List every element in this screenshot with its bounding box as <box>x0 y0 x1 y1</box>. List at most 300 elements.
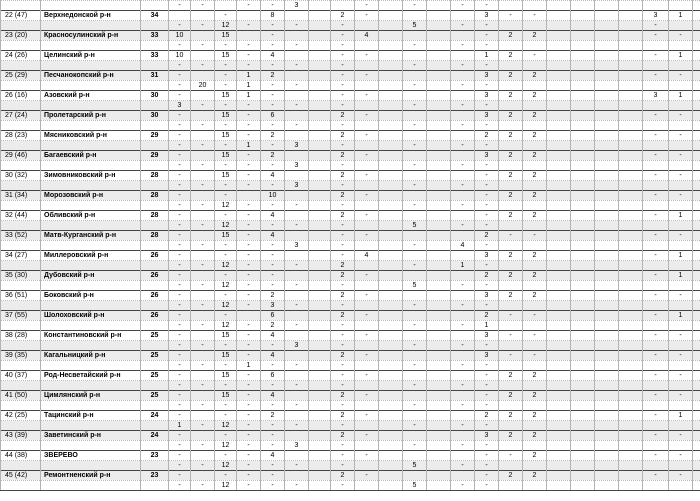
rank-cell <box>1 61 41 71</box>
value-cell <box>571 71 595 81</box>
value-cell <box>571 121 595 131</box>
value-cell <box>547 341 571 351</box>
value-cell <box>693 381 700 391</box>
value-cell: - <box>669 111 693 121</box>
value-cell <box>355 361 379 371</box>
score-cell <box>141 481 169 491</box>
value-cell <box>595 161 619 171</box>
value-cell <box>427 261 451 271</box>
score-cell: 29 <box>141 151 169 161</box>
value-cell: 4 <box>355 31 379 41</box>
score-cell <box>141 261 169 271</box>
value-cell: - <box>331 341 355 351</box>
value-cell: 1 <box>237 81 261 91</box>
value-cell: - <box>215 401 237 411</box>
detail-row <box>1 401 700 411</box>
value-cell <box>403 271 427 281</box>
value-cell: 3 <box>261 301 285 311</box>
value-cell <box>619 21 643 31</box>
value-cell <box>451 351 475 361</box>
value-cell <box>403 371 427 381</box>
value-cell: - <box>215 471 237 481</box>
value-cell <box>499 381 523 391</box>
value-cell <box>523 481 547 491</box>
value-cell: 10 <box>169 51 191 61</box>
value-cell <box>693 31 700 41</box>
value-cell: - <box>261 101 285 111</box>
detail-row <box>1 321 700 331</box>
value-cell <box>355 201 379 211</box>
district-row <box>1 251 700 261</box>
value-cell: - <box>169 71 191 81</box>
value-cell: - <box>285 301 309 311</box>
value-cell <box>285 191 309 201</box>
value-cell <box>571 201 595 211</box>
value-cell: 3 <box>285 1 309 11</box>
value-cell <box>693 71 700 81</box>
value-cell <box>643 41 669 51</box>
value-cell <box>693 201 700 211</box>
rank-cell: 27 (24) <box>1 111 41 121</box>
value-cell <box>355 441 379 451</box>
value-cell <box>379 421 403 431</box>
value-cell <box>693 321 700 331</box>
value-cell <box>595 481 619 491</box>
value-cell: - <box>215 451 237 461</box>
value-cell: - <box>403 161 427 171</box>
value-cell <box>643 201 669 211</box>
value-cell <box>499 101 523 111</box>
value-cell <box>309 361 331 371</box>
value-cell: - <box>237 341 261 351</box>
value-cell: 2 <box>499 131 523 141</box>
value-cell: - <box>169 201 191 211</box>
value-cell: 2 <box>475 411 499 421</box>
value-cell: - <box>403 61 427 71</box>
value-cell: - <box>331 101 355 111</box>
score-cell: 23 <box>141 451 169 461</box>
value-cell: 3 <box>475 11 499 21</box>
value-cell <box>499 301 523 311</box>
value-cell: 2 <box>475 231 499 241</box>
value-cell <box>285 431 309 441</box>
value-cell <box>643 161 669 171</box>
value-cell <box>595 411 619 421</box>
value-cell <box>619 161 643 171</box>
detail-row <box>1 41 700 51</box>
value-cell <box>427 311 451 321</box>
value-cell <box>403 171 427 181</box>
value-cell: - <box>169 271 191 281</box>
value-cell <box>571 31 595 41</box>
score-cell <box>141 201 169 211</box>
value-cell: 2 <box>331 291 355 301</box>
value-cell: - <box>451 221 475 231</box>
value-cell: 2 <box>261 151 285 161</box>
value-cell: 2 <box>523 91 547 101</box>
value-cell <box>619 391 643 401</box>
value-cell: - <box>169 471 191 481</box>
value-cell: - <box>169 431 191 441</box>
value-cell <box>309 181 331 191</box>
value-cell <box>693 261 700 271</box>
value-cell: - <box>169 401 191 411</box>
district-name: Красносулинский р-н <box>41 31 141 41</box>
value-cell: - <box>475 451 499 461</box>
district-row <box>1 51 700 61</box>
district-name <box>41 81 141 91</box>
detail-row <box>1 221 700 231</box>
value-cell <box>693 471 700 481</box>
value-cell <box>215 1 237 11</box>
value-cell: 2 <box>261 411 285 421</box>
value-cell <box>237 191 261 201</box>
value-cell: 2 <box>499 431 523 441</box>
value-cell <box>619 251 643 261</box>
rank-cell <box>1 121 41 131</box>
value-cell <box>191 51 215 61</box>
value-cell: - <box>261 121 285 131</box>
value-cell <box>379 331 403 341</box>
value-cell <box>427 321 451 331</box>
value-cell: - <box>403 321 427 331</box>
score-cell: 31 <box>141 71 169 81</box>
value-cell: 2 <box>331 271 355 281</box>
value-cell: - <box>331 161 355 171</box>
value-cell: - <box>669 371 693 381</box>
value-cell <box>403 51 427 61</box>
value-cell <box>309 51 331 61</box>
district-name: Багаевский р-н <box>41 151 141 161</box>
value-cell: - <box>261 271 285 281</box>
value-cell: - <box>285 361 309 371</box>
value-cell <box>451 11 475 21</box>
value-cell <box>693 21 700 31</box>
value-cell: - <box>475 361 499 371</box>
value-cell <box>499 341 523 351</box>
value-cell <box>619 421 643 431</box>
rank-cell <box>1 401 41 411</box>
value-cell: - <box>215 241 237 251</box>
value-cell: 1 <box>669 91 693 101</box>
rank-cell <box>1 181 41 191</box>
district-row <box>1 311 700 321</box>
value-cell <box>595 471 619 481</box>
value-cell: - <box>215 361 237 371</box>
value-cell <box>191 311 215 321</box>
value-cell <box>309 151 331 161</box>
value-cell <box>309 301 331 311</box>
value-cell: 12 <box>215 461 237 471</box>
value-cell <box>619 241 643 251</box>
value-cell: 2 <box>475 131 499 141</box>
value-cell <box>547 321 571 331</box>
detail-row <box>1 161 700 171</box>
value-cell: - <box>215 141 237 151</box>
value-cell <box>571 311 595 321</box>
value-cell <box>693 61 700 71</box>
value-cell <box>427 291 451 301</box>
detail-row <box>1 341 700 351</box>
district-name: Заветинский р-н <box>41 431 141 441</box>
value-cell: - <box>475 21 499 31</box>
value-cell <box>571 291 595 301</box>
value-cell <box>379 401 403 411</box>
value-cell <box>643 361 669 371</box>
value-cell <box>427 271 451 281</box>
value-cell <box>523 181 547 191</box>
value-cell <box>309 201 331 211</box>
value-cell <box>285 51 309 61</box>
value-cell: - <box>475 181 499 191</box>
value-cell <box>309 121 331 131</box>
district-row <box>1 391 700 401</box>
value-cell: - <box>169 411 191 421</box>
value-cell: - <box>285 461 309 471</box>
value-cell: - <box>403 341 427 351</box>
value-cell: - <box>215 341 237 351</box>
value-cell: 3 <box>285 141 309 151</box>
value-cell <box>571 171 595 181</box>
value-cell: - <box>237 241 261 251</box>
score-cell <box>141 101 169 111</box>
value-cell: 1 <box>669 51 693 61</box>
district-row <box>1 211 700 221</box>
value-cell <box>379 221 403 231</box>
value-cell: - <box>191 161 215 171</box>
value-cell <box>191 331 215 341</box>
value-cell: 4 <box>261 451 285 461</box>
value-cell <box>571 11 595 21</box>
value-cell <box>427 211 451 221</box>
value-cell: 2 <box>499 271 523 281</box>
detail-row <box>1 421 700 431</box>
value-cell <box>619 141 643 151</box>
score-cell <box>141 281 169 291</box>
district-row <box>1 451 700 461</box>
value-cell: 3 <box>169 101 191 111</box>
value-cell <box>547 201 571 211</box>
value-cell: - <box>669 471 693 481</box>
value-cell: - <box>215 121 237 131</box>
district-name <box>41 41 141 51</box>
value-cell <box>595 121 619 131</box>
rank-cell <box>1 301 41 311</box>
value-cell <box>595 321 619 331</box>
value-cell: 2 <box>499 51 523 61</box>
value-cell <box>693 231 700 241</box>
rank-cell <box>1 341 41 351</box>
detail-row <box>1 241 700 251</box>
value-cell <box>309 311 331 321</box>
value-cell <box>427 171 451 181</box>
value-cell <box>571 211 595 221</box>
value-cell <box>427 111 451 121</box>
value-cell: 2 <box>523 131 547 141</box>
value-cell <box>191 351 215 361</box>
value-cell: - <box>169 381 191 391</box>
value-cell <box>595 221 619 231</box>
detail-row <box>1 1 700 11</box>
value-cell: 2 <box>261 71 285 81</box>
value-cell: - <box>331 361 355 371</box>
value-cell <box>379 411 403 421</box>
value-cell: - <box>403 401 427 411</box>
district-name: Дубовский р-н <box>41 271 141 281</box>
value-cell: - <box>169 391 191 401</box>
value-cell: - <box>643 131 669 141</box>
score-cell: 30 <box>141 91 169 101</box>
value-cell <box>309 421 331 431</box>
value-cell: - <box>169 231 191 241</box>
value-cell: 3 <box>475 151 499 161</box>
rank-cell <box>1 21 41 31</box>
detail-row <box>1 441 700 451</box>
value-cell <box>571 241 595 251</box>
value-cell: 2 <box>331 311 355 321</box>
value-cell: - <box>451 401 475 411</box>
value-cell: 2 <box>523 111 547 121</box>
value-cell: - <box>215 411 237 421</box>
district-name: Азовский р-н <box>41 91 141 101</box>
value-cell: - <box>169 41 191 51</box>
value-cell <box>619 111 643 121</box>
value-cell <box>571 401 595 411</box>
rank-cell <box>1 101 41 111</box>
value-cell <box>619 51 643 61</box>
value-cell <box>403 331 427 341</box>
value-cell <box>379 41 403 51</box>
value-cell <box>595 31 619 41</box>
value-cell: 1 <box>669 211 693 221</box>
value-cell <box>693 301 700 311</box>
value-cell: 2 <box>523 171 547 181</box>
rank-cell: 39 (35) <box>1 351 41 361</box>
value-cell: - <box>403 261 427 271</box>
value-cell: - <box>475 421 499 431</box>
value-cell <box>669 181 693 191</box>
value-cell: - <box>237 251 261 261</box>
value-cell: 8 <box>261 11 285 21</box>
value-cell: - <box>451 441 475 451</box>
value-cell: - <box>669 231 693 241</box>
value-cell <box>547 281 571 291</box>
value-cell <box>595 141 619 151</box>
value-cell: 2 <box>523 411 547 421</box>
value-cell <box>355 301 379 311</box>
value-cell <box>191 111 215 121</box>
value-cell <box>595 41 619 51</box>
value-cell <box>595 401 619 411</box>
value-cell: - <box>169 321 191 331</box>
value-cell <box>237 11 261 21</box>
score-cell <box>141 361 169 371</box>
value-cell <box>309 231 331 241</box>
value-cell: 4 <box>451 241 475 251</box>
value-cell: - <box>331 251 355 261</box>
value-cell: 12 <box>215 21 237 31</box>
value-cell <box>693 241 700 251</box>
value-cell <box>547 71 571 81</box>
value-cell: - <box>261 1 285 11</box>
score-cell <box>141 441 169 451</box>
value-cell <box>499 421 523 431</box>
value-cell <box>669 381 693 391</box>
district-name: Миллеровский р-н <box>41 251 141 261</box>
value-cell <box>355 421 379 431</box>
value-cell: 15 <box>215 111 237 121</box>
value-cell <box>595 11 619 21</box>
value-cell: - <box>191 141 215 151</box>
value-cell <box>571 91 595 101</box>
value-cell <box>451 411 475 421</box>
score-cell: 25 <box>141 331 169 341</box>
value-cell <box>355 261 379 271</box>
value-cell: - <box>451 461 475 471</box>
value-cell: - <box>169 351 191 361</box>
value-cell <box>523 221 547 231</box>
rank-cell <box>1 441 41 451</box>
value-cell <box>693 91 700 101</box>
value-cell <box>379 131 403 141</box>
district-name: ЗВЕРЕВО <box>41 451 141 461</box>
value-cell <box>547 171 571 181</box>
district-name: Тацинский р-н <box>41 411 141 421</box>
value-cell: - <box>403 241 427 251</box>
value-cell <box>619 261 643 271</box>
value-cell: - <box>169 121 191 131</box>
value-cell <box>523 101 547 111</box>
value-cell <box>523 381 547 391</box>
value-cell <box>547 451 571 461</box>
value-cell: 1 <box>669 311 693 321</box>
value-cell <box>379 361 403 371</box>
score-cell <box>141 41 169 51</box>
value-cell <box>571 391 595 401</box>
value-cell <box>595 261 619 271</box>
value-cell <box>643 281 669 291</box>
value-cell <box>379 191 403 201</box>
value-cell <box>523 61 547 71</box>
value-cell: - <box>237 411 261 421</box>
value-cell <box>403 91 427 101</box>
value-cell <box>523 41 547 51</box>
value-cell <box>547 61 571 71</box>
value-cell <box>547 401 571 411</box>
value-cell: 2 <box>499 471 523 481</box>
value-cell <box>285 471 309 481</box>
value-cell <box>427 441 451 451</box>
value-cell <box>693 481 700 491</box>
value-cell <box>499 21 523 31</box>
value-cell <box>693 281 700 291</box>
value-cell <box>693 441 700 451</box>
value-cell <box>643 381 669 391</box>
value-cell <box>619 271 643 281</box>
value-cell: - <box>669 151 693 161</box>
value-cell: - <box>215 181 237 191</box>
value-cell: - <box>237 51 261 61</box>
value-cell <box>595 241 619 251</box>
district-row <box>1 151 700 161</box>
district-name <box>41 61 141 71</box>
district-name <box>41 221 141 231</box>
value-cell <box>619 381 643 391</box>
value-cell: - <box>499 311 523 321</box>
value-cell <box>571 181 595 191</box>
value-cell: - <box>215 101 237 111</box>
value-cell <box>191 11 215 21</box>
